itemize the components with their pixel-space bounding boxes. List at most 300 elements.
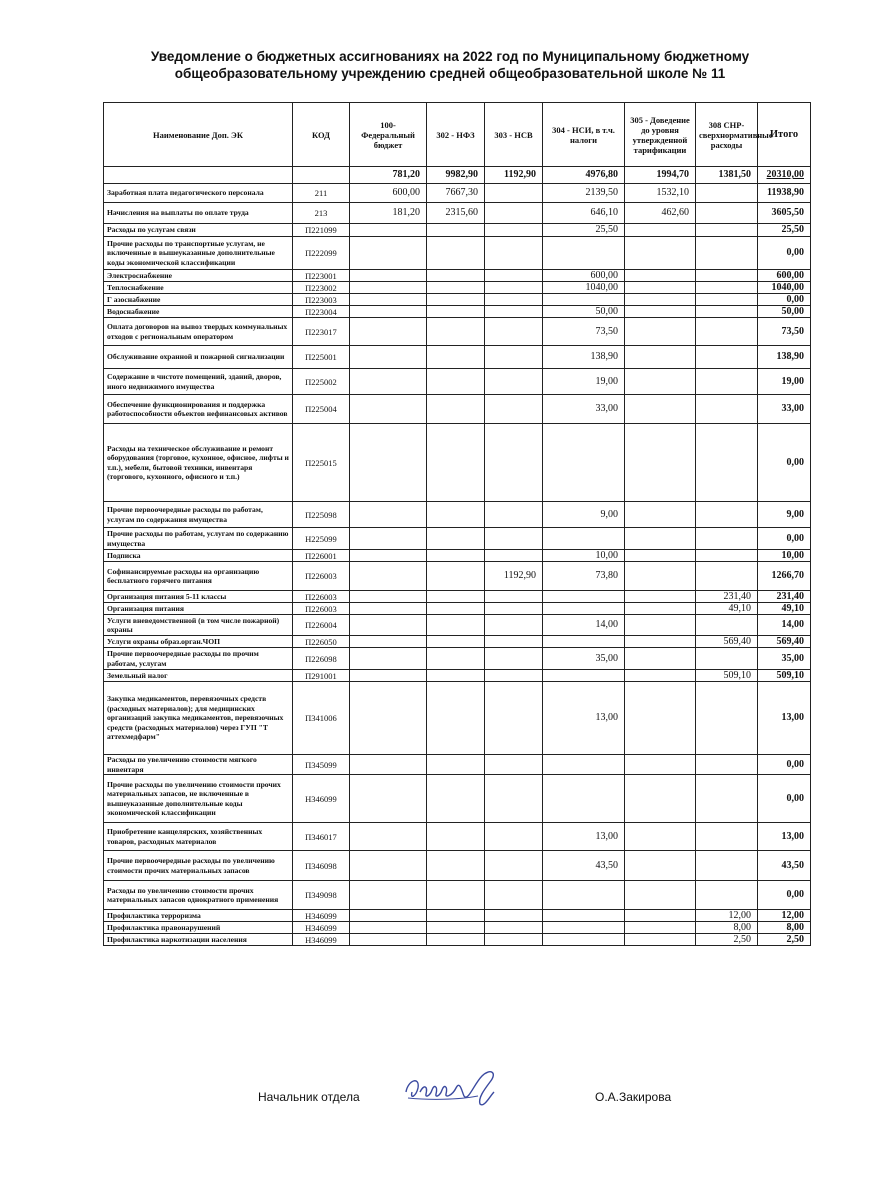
row-c305: [625, 615, 696, 636]
row-c308: 2,50: [696, 934, 758, 946]
table-row: [104, 294, 811, 306]
row-c100: [350, 346, 427, 369]
row-code: П223004: [293, 306, 350, 318]
total-c303: 1192,90: [485, 167, 543, 184]
row-c302: [427, 775, 485, 823]
table-row: [104, 237, 811, 270]
row-c305: 1532,10: [625, 184, 696, 203]
row-c305: [625, 881, 696, 910]
row-c303: [485, 224, 543, 237]
table-row: [104, 395, 811, 424]
row-code: П226004: [293, 615, 350, 636]
row-name: Профилактика правонарушений: [104, 922, 293, 934]
table-row: [104, 775, 811, 823]
row-c304: 13,00: [543, 682, 625, 755]
row-name: Обеспечение функционирования и поддержка работоспособности объектов нефинансовых активов: [104, 395, 293, 424]
signature-label: Начальник отдела: [258, 1090, 360, 1104]
row-c302: [427, 562, 485, 591]
row-c305: [625, 934, 696, 946]
row-c303: [485, 294, 543, 306]
row-c304: 14,00: [543, 615, 625, 636]
row-c302: [427, 881, 485, 910]
row-c305: [625, 282, 696, 294]
row-name: Заработная плата педагогического персонала: [104, 184, 293, 203]
row-c308: [696, 755, 758, 775]
row-code: П345099: [293, 755, 350, 775]
row-c100: [350, 775, 427, 823]
row-c302: [427, 502, 485, 528]
row-c100: [350, 648, 427, 670]
header-c100: 100- Федеральный бюджет: [350, 103, 427, 167]
table-row: [104, 424, 811, 502]
row-name: Теплоснабжение: [104, 282, 293, 294]
row-c304: [543, 775, 625, 823]
row-name: Профилактика наркотизации населения: [104, 934, 293, 946]
row-c100: [350, 922, 427, 934]
row-name: Услуги охраны образ.орган.ЧОП: [104, 636, 293, 648]
row-c305: [625, 636, 696, 648]
row-c302: [427, 851, 485, 881]
row-c304: [543, 237, 625, 270]
row-c303: [485, 282, 543, 294]
table-row: [104, 562, 811, 591]
row-c302: 7667,30: [427, 184, 485, 203]
row-c100: [350, 670, 427, 682]
row-total: 35,00: [758, 648, 811, 670]
row-total: 19,00: [758, 369, 811, 395]
row-c100: [350, 910, 427, 922]
row-c100: [350, 318, 427, 346]
row-c303: [485, 502, 543, 528]
row-name: Прочие расходы по увеличению стоимости прочих материальных запасов, не включенные в вышеуказанные дополнительные коды экономической классификации: [104, 775, 293, 823]
row-c308: [696, 184, 758, 203]
row-c305: [625, 648, 696, 670]
row-total: 13,00: [758, 823, 811, 851]
row-c303: [485, 184, 543, 203]
row-c305: [625, 591, 696, 603]
row-total: 12,00: [758, 910, 811, 922]
row-c100: [350, 369, 427, 395]
row-c302: [427, 934, 485, 946]
row-code: П225015: [293, 424, 350, 502]
row-c304: 646,10: [543, 203, 625, 224]
row-name: Софинансируемые расходы на организацию бесплатного горячего питания: [104, 562, 293, 591]
row-c305: [625, 369, 696, 395]
row-code: П226098: [293, 648, 350, 670]
row-c304: [543, 294, 625, 306]
row-c305: [625, 318, 696, 346]
row-c100: [350, 934, 427, 946]
row-c303: [485, 550, 543, 562]
row-c308: [696, 851, 758, 881]
row-c302: [427, 755, 485, 775]
row-code: П223002: [293, 282, 350, 294]
row-code: Н346099: [293, 775, 350, 823]
row-name: Услуги вневедомственной (в том числе пожарной) охраны: [104, 615, 293, 636]
row-c308: [696, 823, 758, 851]
table-row: [104, 615, 811, 636]
row-c100: [350, 282, 427, 294]
row-c302: [427, 237, 485, 270]
row-c302: [427, 395, 485, 424]
row-c305: [625, 502, 696, 528]
row-c303: [485, 934, 543, 946]
row-c302: [427, 224, 485, 237]
row-c304: 9,00: [543, 502, 625, 528]
row-c302: [427, 550, 485, 562]
row-code: П346017: [293, 823, 350, 851]
table-row: [104, 648, 811, 670]
row-c305: [625, 550, 696, 562]
row-c305: [625, 670, 696, 682]
row-c100: [350, 851, 427, 881]
row-c304: [543, 591, 625, 603]
row-total: 231,40: [758, 591, 811, 603]
row-c100: [350, 237, 427, 270]
row-name: Прочие первоочередные расходы по увеличению стоимости прочих материальных запасов: [104, 851, 293, 881]
totals-row: [104, 167, 811, 184]
row-c302: [427, 636, 485, 648]
table-row: [104, 270, 811, 282]
row-code: П225002: [293, 369, 350, 395]
table-row: [104, 306, 811, 318]
row-total: 509,10: [758, 670, 811, 682]
row-c305: [625, 294, 696, 306]
row-c305: [625, 424, 696, 502]
row-c304: 600,00: [543, 270, 625, 282]
row-c308: 49,10: [696, 603, 758, 615]
row-c100: [350, 636, 427, 648]
row-c304: 2139,50: [543, 184, 625, 203]
row-code: П346098: [293, 851, 350, 881]
row-total: 9,00: [758, 502, 811, 528]
row-c304: 138,90: [543, 346, 625, 369]
row-c304: 50,00: [543, 306, 625, 318]
row-total: 1266,70: [758, 562, 811, 591]
row-c303: [485, 395, 543, 424]
row-c308: [696, 270, 758, 282]
row-code: П225004: [293, 395, 350, 424]
row-c305: [625, 395, 696, 424]
table-row: [104, 591, 811, 603]
row-c303: [485, 591, 543, 603]
row-c304: [543, 670, 625, 682]
row-c304: 43,50: [543, 851, 625, 881]
table-row: [104, 922, 811, 934]
total-grand: 20310,00: [758, 167, 811, 184]
row-c304: 73,50: [543, 318, 625, 346]
table-row: [104, 203, 811, 224]
table-row: [104, 184, 811, 203]
row-code: П225001: [293, 346, 350, 369]
row-c304: [543, 934, 625, 946]
header-c303: 303 - НСВ: [485, 103, 543, 167]
table-row: [104, 682, 811, 755]
row-c305: [625, 237, 696, 270]
row-code: 211: [293, 184, 350, 203]
row-c302: [427, 282, 485, 294]
row-c303: [485, 528, 543, 550]
row-c100: [350, 502, 427, 528]
total-c304: 4976,80: [543, 167, 625, 184]
row-c100: [350, 306, 427, 318]
row-c304: 73,80: [543, 562, 625, 591]
table-row: [104, 502, 811, 528]
row-c302: [427, 648, 485, 670]
row-c305: [625, 851, 696, 881]
row-c303: [485, 823, 543, 851]
row-name: Расходы по услугам связи: [104, 224, 293, 237]
row-total: 11938,90: [758, 184, 811, 203]
row-c100: [350, 755, 427, 775]
row-c302: [427, 306, 485, 318]
row-c303: [485, 203, 543, 224]
row-c305: [625, 922, 696, 934]
table-row: [104, 550, 811, 562]
row-c304: 35,00: [543, 648, 625, 670]
row-c303: [485, 648, 543, 670]
row-c304: 13,00: [543, 823, 625, 851]
row-name: Обслуживание охранной и пожарной сигнализации: [104, 346, 293, 369]
row-code: Н346099: [293, 910, 350, 922]
table-row: [104, 528, 811, 550]
table-row: [104, 346, 811, 369]
row-code: П226003: [293, 591, 350, 603]
row-c100: [350, 224, 427, 237]
row-total: 0,00: [758, 775, 811, 823]
row-total: 0,00: [758, 424, 811, 502]
row-code: П226050: [293, 636, 350, 648]
row-c302: [427, 615, 485, 636]
table-row: [104, 934, 811, 946]
header-c305: 305 - Доведение до уровня утвержденной тарификации: [625, 103, 696, 167]
row-c308: [696, 318, 758, 346]
row-code: П226001: [293, 550, 350, 562]
row-c308: [696, 615, 758, 636]
row-c308: [696, 282, 758, 294]
row-c302: [427, 603, 485, 615]
row-c308: [696, 306, 758, 318]
row-code: 213: [293, 203, 350, 224]
row-total: 569,40: [758, 636, 811, 648]
row-total: 2,50: [758, 934, 811, 946]
row-c100: [350, 562, 427, 591]
row-c304: [543, 636, 625, 648]
row-name: Профилактика терроризма: [104, 910, 293, 922]
row-code: П226003: [293, 603, 350, 615]
row-total: 3605,50: [758, 203, 811, 224]
row-c302: [427, 270, 485, 282]
table-row: [104, 318, 811, 346]
row-name: Расходы по увеличению стоимости прочих материальных запасов однократного применения: [104, 881, 293, 910]
row-total: 49,10: [758, 603, 811, 615]
row-c302: [427, 318, 485, 346]
document-title: [100, 48, 800, 82]
row-c304: [543, 603, 625, 615]
header-code: КОД: [293, 103, 350, 167]
title-line-1: Уведомление о бюджетных ассигнованиях на 2022 год по Муниципальному бюджетному: [150, 49, 750, 64]
row-c303: [485, 424, 543, 502]
row-c303: [485, 237, 543, 270]
header-c304: 304 - НСИ, в т.ч. налоги: [543, 103, 625, 167]
title-line-2: общеобразовательному учреждению средней общеобразовательной школе № 11: [174, 66, 726, 81]
table-row: [104, 282, 811, 294]
row-c308: [696, 203, 758, 224]
row-c304: [543, 755, 625, 775]
row-name: Расходы на техническое обслуживание и ремонт оборудования (торговое, кухонное, офисное, лифты и т.п.), мебели, бытовой техники, инвентаря (торгового, кухонного, офисного и т.п.): [104, 424, 293, 502]
table-row: [104, 881, 811, 910]
row-c308: [696, 562, 758, 591]
row-c302: [427, 910, 485, 922]
row-total: 25,50: [758, 224, 811, 237]
row-name: Приобретение канцелярских, хозяйственных товаров, расходных материалов: [104, 823, 293, 851]
row-total: 50,00: [758, 306, 811, 318]
table-row: [104, 636, 811, 648]
row-c305: 462,60: [625, 203, 696, 224]
row-c100: [350, 881, 427, 910]
row-c302: [427, 346, 485, 369]
row-total: 43,50: [758, 851, 811, 881]
row-c303: [485, 318, 543, 346]
row-c304: 25,50: [543, 224, 625, 237]
row-c100: [350, 591, 427, 603]
row-c308: [696, 294, 758, 306]
header-c308: 308 СНР-сверхнормативные расходы: [696, 103, 758, 167]
row-c304: [543, 881, 625, 910]
row-c303: [485, 346, 543, 369]
row-total: 0,00: [758, 237, 811, 270]
row-c304: 1040,00: [543, 282, 625, 294]
header-row: [104, 103, 811, 167]
row-code: П222099: [293, 237, 350, 270]
row-c305: [625, 224, 696, 237]
table-row: [104, 369, 811, 395]
row-code: Н346099: [293, 922, 350, 934]
row-name: Оплата договоров на вывоз твердых коммунальных отходов с региональным оператором: [104, 318, 293, 346]
row-c304: 19,00: [543, 369, 625, 395]
row-name: Закупка медикаментов, перевязочных средств (расходных материалов); для медицинских организаций закупка медикаментов, перевязочных средств (расходных материалов) через ГУП "Т аттехмедфарм": [104, 682, 293, 755]
row-c304: [543, 424, 625, 502]
row-c302: 2315,60: [427, 203, 485, 224]
row-c100: [350, 550, 427, 562]
row-code: П226003: [293, 562, 350, 591]
total-c308: 1381,50: [696, 167, 758, 184]
row-c100: [350, 615, 427, 636]
row-c303: [485, 615, 543, 636]
row-c303: [485, 682, 543, 755]
row-c303: [485, 910, 543, 922]
row-name: Прочие расходы по работам, услугам по содержанию имущества: [104, 528, 293, 550]
row-c303: [485, 636, 543, 648]
row-total: 0,00: [758, 755, 811, 775]
row-name: Содержание в чистоте помещений, зданий, дворов, иного недвижимого имущества: [104, 369, 293, 395]
row-code: П341006: [293, 682, 350, 755]
row-c302: [427, 528, 485, 550]
row-c304: [543, 922, 625, 934]
row-c302: [427, 922, 485, 934]
row-name: Расходы по увеличению стоимости мягкого инвентаря: [104, 755, 293, 775]
row-c303: [485, 922, 543, 934]
signature-name: О.А.Закирова: [595, 1090, 672, 1104]
row-total: 600,00: [758, 270, 811, 282]
handwritten-signature: [398, 1062, 513, 1112]
row-c100: [350, 682, 427, 755]
table-row: [104, 910, 811, 922]
row-total: 73,50: [758, 318, 811, 346]
header-total: Итого: [758, 103, 811, 167]
total-c305: 1994,70: [625, 167, 696, 184]
row-c305: [625, 910, 696, 922]
row-total: 0,00: [758, 881, 811, 910]
table-row: [104, 851, 811, 881]
table-row: [104, 670, 811, 682]
row-c303: 1192,90: [485, 562, 543, 591]
row-total: 138,90: [758, 346, 811, 369]
row-c100: [350, 424, 427, 502]
row-name: Прочие первоочередные расходы по работам, услугам по содержания имущества: [104, 502, 293, 528]
row-c303: [485, 851, 543, 881]
row-c303: [485, 881, 543, 910]
row-name: Организация питания 5-11 классы: [104, 591, 293, 603]
row-c100: [350, 528, 427, 550]
row-c100: [350, 603, 427, 615]
row-c308: [696, 528, 758, 550]
row-code: Н346099: [293, 934, 350, 946]
header-name: Наименование Доп. ЭК: [104, 103, 293, 167]
row-code: П349098: [293, 881, 350, 910]
row-c305: [625, 603, 696, 615]
row-c304: 10,00: [543, 550, 625, 562]
row-total: 10,00: [758, 550, 811, 562]
row-total: 33,00: [758, 395, 811, 424]
row-code: П223017: [293, 318, 350, 346]
row-c302: [427, 591, 485, 603]
row-c302: [427, 369, 485, 395]
row-c100: [350, 270, 427, 282]
table-row: [104, 823, 811, 851]
total-c100: 781,20: [350, 167, 427, 184]
row-c305: [625, 270, 696, 282]
row-name: Г азоснабжение: [104, 294, 293, 306]
row-c305: [625, 528, 696, 550]
row-c308: [696, 682, 758, 755]
row-c302: [427, 682, 485, 755]
total-c302: 9982,90: [427, 167, 485, 184]
row-name: Подписка: [104, 550, 293, 562]
row-c308: 231,40: [696, 591, 758, 603]
row-c308: [696, 224, 758, 237]
row-c302: [427, 424, 485, 502]
row-c308: 509,10: [696, 670, 758, 682]
row-c305: [625, 346, 696, 369]
row-c308: [696, 881, 758, 910]
row-code: П291001: [293, 670, 350, 682]
row-c305: [625, 682, 696, 755]
row-c305: [625, 775, 696, 823]
row-name: Прочие расходы по транспортные услугам, не включенные в вышеуказанные дополнительные коды экономической классификации: [104, 237, 293, 270]
row-c303: [485, 755, 543, 775]
row-c100: 181,20: [350, 203, 427, 224]
row-name: Начисления на выплаты по оплате труда: [104, 203, 293, 224]
row-name: Земельный налог: [104, 670, 293, 682]
table-row: [104, 224, 811, 237]
row-c302: [427, 670, 485, 682]
row-c308: 8,00: [696, 922, 758, 934]
header-c302: 302 - НФЗ: [427, 103, 485, 167]
row-c100: [350, 823, 427, 851]
row-c100: [350, 395, 427, 424]
row-c100: [350, 294, 427, 306]
